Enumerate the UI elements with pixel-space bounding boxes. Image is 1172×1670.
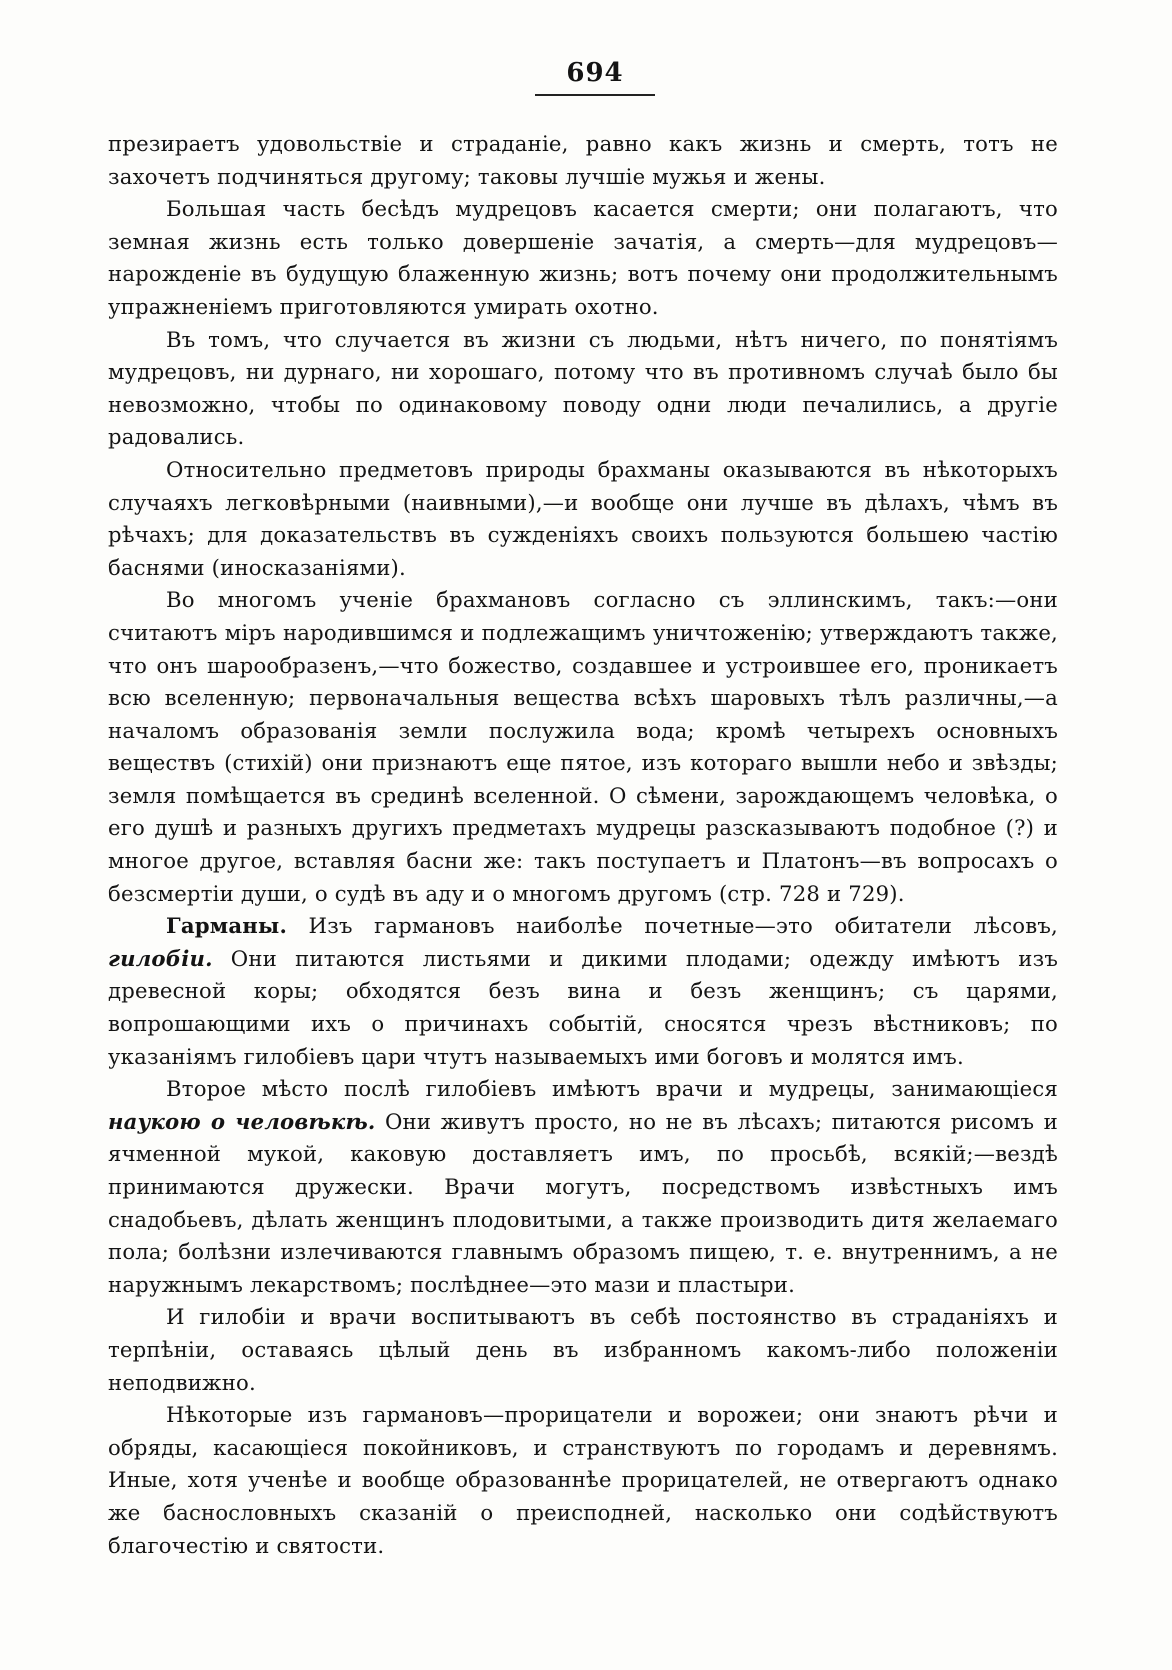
paragraph-text: И гилобіи и врачи воспитываютъ въ себѣ постоянство въ страданіяхъ и терпѣніи, оставаясь цѣлый день въ избранномъ какомъ-либо положеніи неподвижно. xyxy=(108,1304,1058,1395)
paragraph-text: Они питаются листьями и дикими плодами; одежду имѣютъ изъ древесной коры; обходятся безъ вина и безъ женщинъ; съ царями, вопрошающими ихъ о причинахъ событій, сносятся чрезъ вѣстниковъ; по указаніямъ гилобіевъ цари чтутъ называемыхъ ими боговъ и молятся имъ. xyxy=(108,945,1058,1069)
paragraph-text: Большая часть бесѣдъ мудрецовъ касается смерти; они полагаютъ, что земная жизнь есть только довершеніе зачатія, а смерть—для мудрецовъ—нарожденіе въ будущую блаженную жизнь; вотъ почему они продолжительнымъ упражненіемъ приготовляются умирать охотно. xyxy=(108,196,1058,319)
paragraph-death xyxy=(108,193,1058,323)
page-number: 694 xyxy=(535,58,655,96)
emphasis-term: гилобіи. xyxy=(108,945,213,971)
paragraph-physicians xyxy=(108,1073,1058,1301)
paragraph-text: Изъ гармановъ наиболѣе почетные—это обитатели лѣсовъ, xyxy=(287,913,1058,939)
paragraph-text: Относительно предметовъ природы брахманы оказываются въ нѣкоторыхъ случаяхъ легковѣрными (наивными),—и вообще они лучше въ дѣлахъ, чѣмъ въ рѣчахъ; для доказательствъ въ сужденіяхъ своихъ пользуются большею частію баснями (иносказаніями). xyxy=(108,456,1058,580)
paragraph-text: Они живутъ просто, но не въ лѣсахъ; питаются рисомъ и ячменной мукой, каковую доставляетъ имъ, по просьбѣ, всякій;—вездѣ принимаются дружески. Врачи могутъ, посредствомъ извѣстныхъ имъ снадобьевъ, дѣлать женщинъ плодовитыми, а также производить дитя желаемаго пола; болѣзни излечиваются главнымъ образомъ пищею, т. е. внутреннимъ, а не наружнымъ лекарствомъ; послѣднее—это мази и пластыри. xyxy=(108,1108,1058,1297)
paragraph-text: Нѣкоторые изъ гармановъ—прорицатели и ворожеи; они знаютъ рѣчи и обряды, касающіеся покойниковъ, и странствуютъ по городамъ и деревнямъ. Иные, хотя ученѣе и вообще образованнѣе прорицателей, не отвергаютъ однако же баснословныхъ сказаній о преисподней, насколько они содѣйствуютъ благочестію и святости. xyxy=(108,1402,1058,1558)
paragraph-continuation xyxy=(108,128,1058,193)
paragraph-good-evil xyxy=(108,324,1058,454)
paragraph-text: Второе мѣсто послѣ гилобіевъ имѣютъ врачи и мудрецы, занимающіеся xyxy=(166,1076,1058,1102)
body-text xyxy=(108,128,1058,1562)
paragraph-endurance xyxy=(108,1301,1058,1399)
paragraph-nature xyxy=(108,454,1058,584)
paragraph-hellenic-doctrine xyxy=(108,584,1058,910)
paragraph-soothsayers xyxy=(108,1399,1058,1562)
paragraph-text: Въ томъ, что случается въ жизни съ людьми, нѣтъ ничего, по понятіямъ мудрецовъ, ни дурнаго, ни хорошаго, потому что въ противномъ случаѣ было бы невозможно, чтобы по одинаковому поводу одни люди печалились, а другіе радовались. xyxy=(108,326,1058,450)
emphasis-term: наукою о человѣкѣ. xyxy=(108,1108,376,1134)
page-header xyxy=(0,58,1172,96)
paragraph-text: Во многомъ ученіе брахмановъ согласно съ эллинскимъ, такъ:—они считаютъ міръ народившимся и подлежащимъ уничтоженію; утверждаютъ также, что онъ шарообразенъ,—что божество, создавшее и устроившее его, проникаетъ всю вселенную; первоначальныя вещества всѣхъ шаровыхъ тѣлъ различны,—а началомъ образованія земли послужила вода; кромѣ четырехъ основныхъ веществъ (стихій) они признаютъ еще пятое, изъ котораго вышли небо и звѣзды; земля помѣщается въ срединѣ вселенной. О сѣмени, зарождающемъ человѣка, о его душѣ и разныхъ другихъ предметахъ мудрецы разсказываютъ подобное (?) и многое другое, вставляя басни же: такъ поступаетъ и Платонъ—въ вопросахъ о безсмертіи души, о судѣ въ аду и о многомъ другомъ (стр. 728 и 729). xyxy=(108,587,1058,906)
paragraph-garmans xyxy=(108,910,1058,1073)
paragraph-text: презираетъ удовольствіе и страданіе, равно какъ жизнь и смерть, тотъ не захочетъ подчиняться другому; таковы лучшіе мужья и жены. xyxy=(108,131,1058,189)
section-lead: Гарманы. xyxy=(166,913,288,939)
